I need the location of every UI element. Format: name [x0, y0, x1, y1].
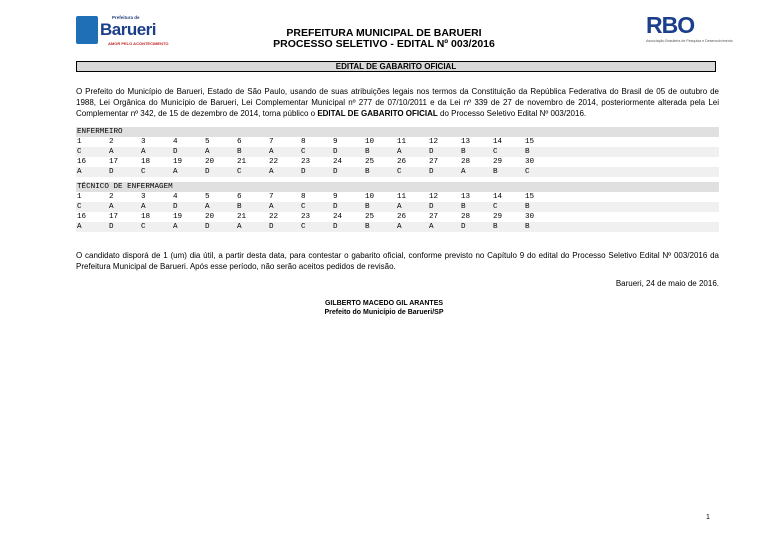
question-number: 19 [173, 158, 183, 166]
answer-grid [76, 192, 719, 232]
answer-letter: A [173, 223, 178, 231]
question-number: 8 [301, 193, 306, 201]
question-number: 23 [301, 158, 311, 166]
question-number: 13 [461, 138, 471, 146]
answer-letter: D [109, 223, 114, 231]
question-number: 7 [269, 193, 274, 201]
logo-left-tag: AMOR PELO ACONTECIMENTO [108, 41, 169, 46]
intro-text: O Prefeito do Município de Barueri, Estado de São Paulo, usando de suas atribuições legais nos termos da Constituição da República Federativa do Brasil de 05 de outubro de 1988, Lei Orgânica do Município de Barueri, Lei Complementar Municipal nº 277 de 07/10/2011 e da Lei nº 339 de 27 de novembro de 2014, posteriormente alterada pela Lei Complementar nº 342, de 15 de dezembro de 2014, torna público o [76, 87, 719, 118]
question-number: 26 [397, 158, 407, 166]
answer-letter: C [301, 203, 306, 211]
answer-letter: C [141, 168, 146, 176]
answer-letter: B [461, 148, 466, 156]
signature-role: Prefeito do Município de Barueri/SP [324, 309, 444, 316]
answer-letter: A [397, 223, 402, 231]
answer-key-enfermeiro [76, 127, 719, 177]
question-number-row [76, 212, 719, 222]
question-number: 15 [525, 138, 535, 146]
signature-name: GILBERTO MACEDO GIL ARANTES [324, 300, 444, 307]
answer-letter: C [301, 148, 306, 156]
intro-paragraph [76, 86, 719, 119]
answer-letter: C [77, 148, 82, 156]
answer-letter: D [205, 223, 210, 231]
question-number: 24 [333, 158, 343, 166]
question-number: 25 [365, 158, 375, 166]
question-number: 1 [77, 138, 82, 146]
question-number-row [76, 192, 719, 202]
question-number: 26 [397, 213, 407, 221]
question-number: 12 [429, 193, 439, 201]
answer-letter: D [461, 223, 466, 231]
answer-letter: A [269, 148, 274, 156]
answer-letter: A [461, 168, 466, 176]
question-number: 16 [77, 213, 87, 221]
answer-letter: D [269, 223, 274, 231]
answer-letter: B [237, 203, 242, 211]
answer-row [76, 202, 719, 212]
answer-letter: B [525, 148, 530, 156]
answer-letter: B [365, 168, 370, 176]
answer-row [76, 167, 719, 177]
question-number: 5 [205, 193, 210, 201]
answer-letter: C [525, 168, 530, 176]
question-number: 24 [333, 213, 343, 221]
answer-letter: A [269, 168, 274, 176]
answer-letter: A [77, 168, 82, 176]
section-title: TÉCNICO DE ENFERMAGEM [76, 182, 719, 192]
answer-letter: B [493, 223, 498, 231]
logo-left-small: Prefeitura de [112, 15, 140, 20]
answer-letter: B [365, 203, 370, 211]
question-number: 30 [525, 158, 535, 166]
answer-letter: D [333, 148, 338, 156]
answer-row [76, 222, 719, 232]
answer-letter: D [301, 168, 306, 176]
question-number: 1 [77, 193, 82, 201]
question-number: 11 [397, 138, 407, 146]
question-number: 9 [333, 193, 338, 201]
question-number: 18 [141, 213, 151, 221]
question-number: 20 [205, 213, 215, 221]
question-number: 19 [173, 213, 183, 221]
logo-left-name: Barueri [100, 20, 157, 39]
question-number: 4 [173, 138, 178, 146]
answer-grid [76, 137, 719, 177]
question-number: 27 [429, 213, 439, 221]
answer-letter: A [397, 203, 402, 211]
question-number: 13 [461, 193, 471, 201]
question-number: 14 [493, 138, 503, 146]
question-number-row [76, 137, 719, 147]
answer-letter: A [77, 223, 82, 231]
answer-letter: A [205, 148, 210, 156]
answer-letter: C [141, 223, 146, 231]
question-number: 27 [429, 158, 439, 166]
question-number: 25 [365, 213, 375, 221]
answer-letter: B [525, 223, 530, 231]
question-number: 9 [333, 138, 338, 146]
question-number: 22 [269, 158, 279, 166]
answer-key-tecnico [76, 182, 719, 232]
answer-letter: D [205, 168, 210, 176]
question-number: 14 [493, 193, 503, 201]
answer-letter: A [109, 148, 114, 156]
answer-letter: D [333, 203, 338, 211]
answer-letter: C [237, 168, 242, 176]
question-number: 7 [269, 138, 274, 146]
question-number: 21 [237, 213, 247, 221]
answer-letter: A [141, 203, 146, 211]
question-number: 18 [141, 158, 151, 166]
question-number: 30 [525, 213, 535, 221]
answer-letter: A [109, 203, 114, 211]
answer-letter: D [333, 223, 338, 231]
date-line: Barueri, 24 de maio de 2016. [615, 279, 719, 288]
question-number: 3 [141, 138, 146, 146]
question-number-row [76, 157, 719, 167]
question-number: 2 [109, 138, 114, 146]
answer-letter: B [365, 223, 370, 231]
question-number: 12 [429, 138, 439, 146]
answer-letter: A [173, 168, 178, 176]
question-number: 15 [525, 193, 535, 201]
question-number: 16 [77, 158, 87, 166]
answer-letter: B [461, 203, 466, 211]
question-number: 17 [109, 213, 119, 221]
section-banner: EDITAL DE GABARITO OFICIAL [76, 61, 716, 72]
answer-letter: B [493, 168, 498, 176]
intro-text-end: do Processo Seletivo Edital Nº 003/2016. [437, 109, 587, 118]
page-subtitle: PROCESSO SELETIVO - EDITAL Nº 003/2016 [273, 38, 495, 50]
answer-letter: C [301, 223, 306, 231]
question-number: 17 [109, 158, 119, 166]
answer-letter: A [429, 223, 434, 231]
question-number: 3 [141, 193, 146, 201]
answer-letter: B [237, 148, 242, 156]
answer-letter: D [429, 168, 434, 176]
answer-letter: C [397, 168, 402, 176]
answer-letter: C [493, 203, 498, 211]
answer-letter: C [493, 148, 498, 156]
question-number: 10 [365, 193, 375, 201]
question-number: 8 [301, 138, 306, 146]
page-title: PREFEITURA MUNICIPAL DE BARUERI [286, 27, 482, 39]
section-title: ENFERMEIRO [76, 127, 719, 137]
answer-letter: B [525, 203, 530, 211]
question-number: 29 [493, 158, 503, 166]
answer-letter: A [205, 203, 210, 211]
page-number: 1 [706, 514, 710, 521]
question-number: 6 [237, 193, 242, 201]
question-number: 6 [237, 138, 242, 146]
answer-letter: D [173, 148, 178, 156]
question-number: 28 [461, 213, 471, 221]
question-number: 10 [365, 138, 375, 146]
question-number: 11 [397, 193, 407, 201]
question-number: 21 [237, 158, 247, 166]
answer-letter: B [365, 148, 370, 156]
question-number: 4 [173, 193, 178, 201]
answer-letter: A [397, 148, 402, 156]
question-number: 2 [109, 193, 114, 201]
answer-letter: D [333, 168, 338, 176]
answer-letter: A [269, 203, 274, 211]
question-number: 20 [205, 158, 215, 166]
answer-letter: C [77, 203, 82, 211]
question-number: 28 [461, 158, 471, 166]
question-number: 29 [493, 213, 503, 221]
question-number: 23 [301, 213, 311, 221]
answer-letter: A [141, 148, 146, 156]
answer-letter: D [109, 168, 114, 176]
answer-letter: D [429, 203, 434, 211]
notice-paragraph: O candidato disporá de 1 (um) dia útil, a partir desta data, para contestar o gabarito oficial, conforme previsto no Capítulo 9 do edital do Processo Seletivo Edital Nº 003/2016 da Prefeitura Municipal de Barueri. Após esse período, não serão aceitos pedidos de revisão. [76, 251, 719, 271]
question-number: 5 [205, 138, 210, 146]
question-number: 22 [269, 213, 279, 221]
logo-right-sub: Associação Brasileira de Pesquisa e Desenvolvimento [646, 39, 733, 43]
answer-row [76, 147, 719, 157]
answer-letter: D [173, 203, 178, 211]
answer-letter: A [237, 223, 242, 231]
answer-letter: D [429, 148, 434, 156]
logo-right-name: RBO [646, 12, 695, 38]
intro-bold: EDITAL DE GABARITO OFICIAL [317, 109, 438, 118]
